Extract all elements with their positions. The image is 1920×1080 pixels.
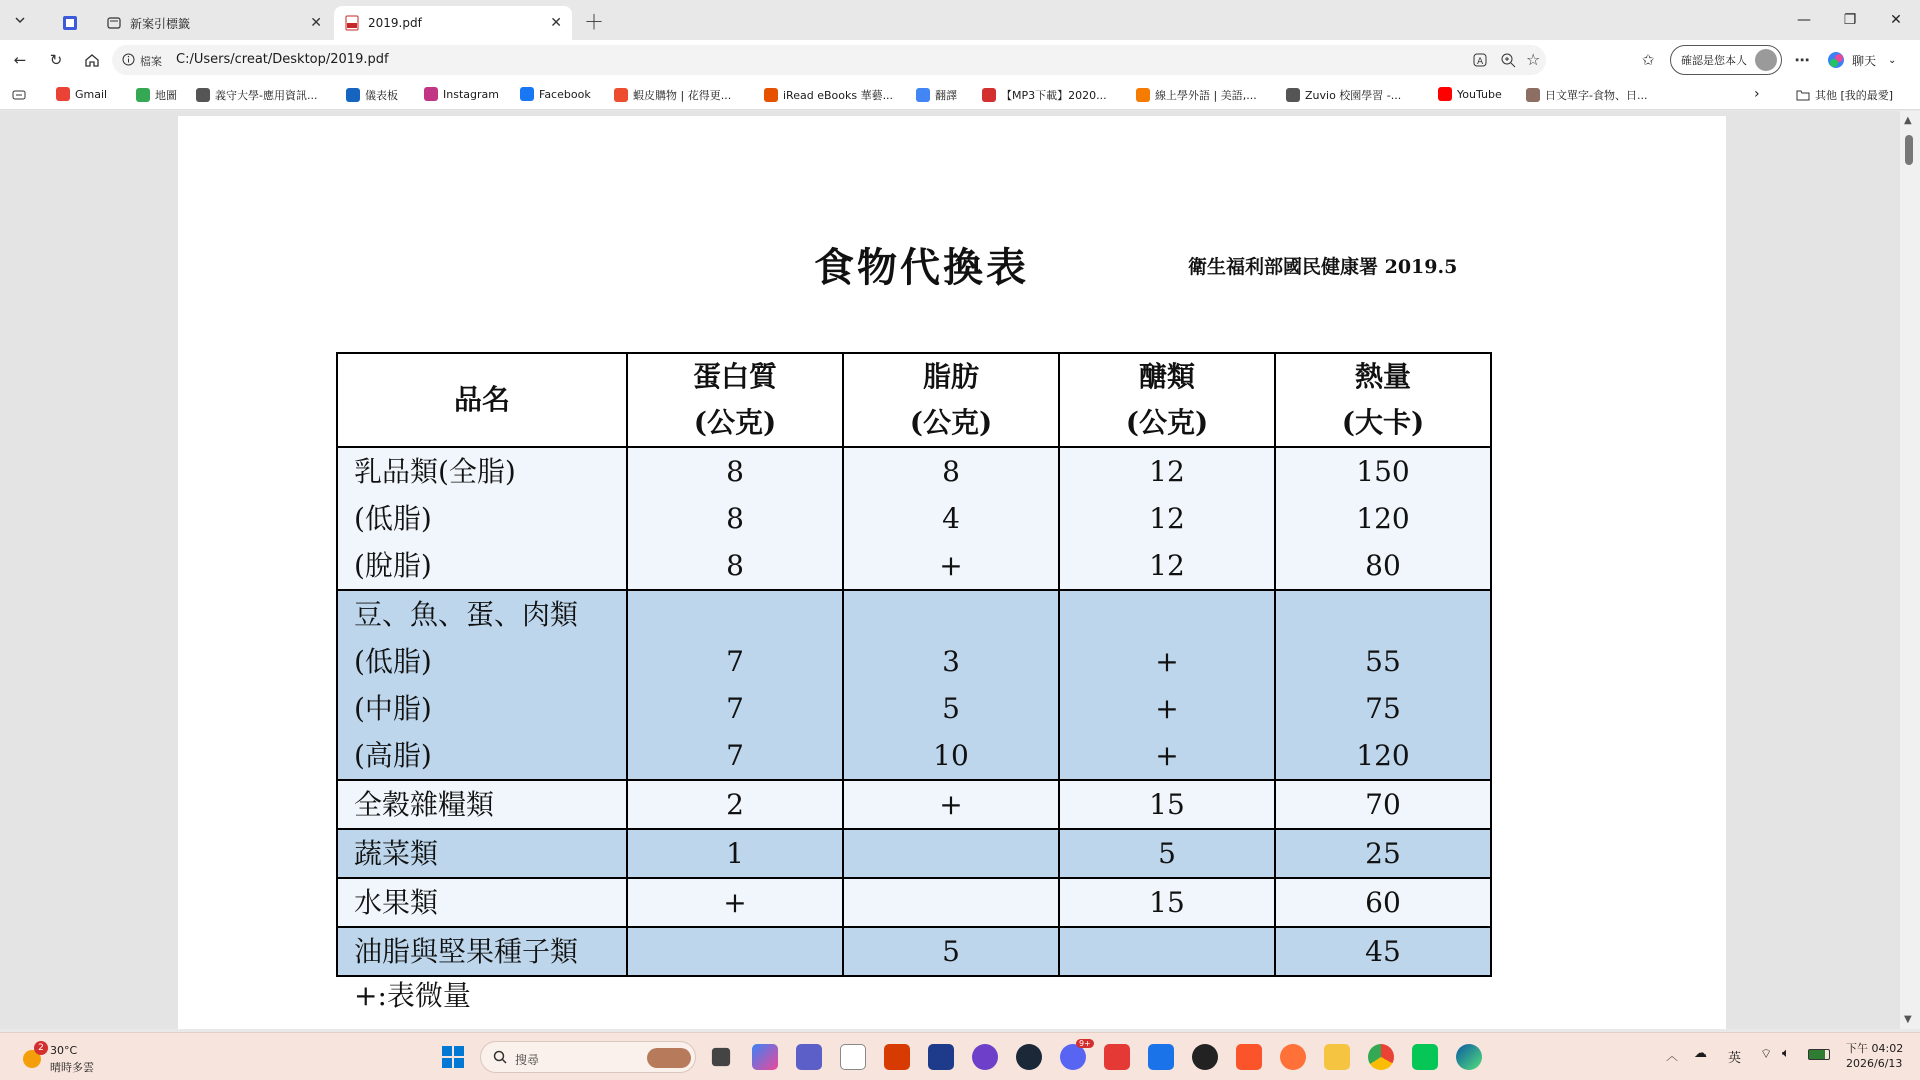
chevron-down-icon: ⌄ — [1888, 54, 1897, 66]
nutrient-cell — [1059, 927, 1275, 976]
bookmark-item[interactable] — [1286, 87, 1401, 103]
nutrient-cell — [1059, 780, 1275, 829]
tab-title: 2019.pdf — [368, 16, 422, 30]
scrollbar[interactable] — [1900, 111, 1920, 1029]
cell-line: 120 — [1356, 739, 1410, 772]
star-icon[interactable]: ☆ — [1526, 50, 1541, 69]
brave-icon[interactable] — [1236, 1044, 1262, 1070]
clock-date[interactable]: 2026/6/13 — [1846, 1057, 1903, 1070]
food-group-row — [337, 780, 1491, 829]
cell-line: 5 — [1158, 837, 1176, 870]
search-icon — [493, 1050, 507, 1064]
copilot-button[interactable] — [1826, 50, 1896, 70]
tab-bar — [0, 0, 1920, 40]
nutrient-cell — [1059, 829, 1275, 878]
minimize-button[interactable] — [1784, 8, 1824, 32]
steam-icon[interactable] — [1016, 1044, 1042, 1070]
chevron-up-icon[interactable]: ︿ — [1666, 1049, 1679, 1063]
battery-icon[interactable] — [1808, 1049, 1830, 1060]
bookmark-label: 翻譯 — [935, 89, 957, 102]
header-line: 蛋白質 — [692, 360, 777, 393]
bookmark-favicon-icon — [424, 87, 438, 101]
cell-line: 1 — [726, 837, 744, 870]
cell-line: 15 — [1149, 788, 1185, 821]
bookmark-item[interactable] — [764, 87, 893, 103]
navigation-toolbar — [0, 40, 1920, 80]
reload-icon: ↻ — [49, 51, 63, 69]
header-line: 醣類 — [1138, 360, 1195, 393]
bookmark-favicon-icon — [764, 88, 778, 102]
restore-icon: ❐ — [1843, 12, 1857, 28]
pdf-icon — [344, 15, 360, 31]
bookmark-label: 【MP3下載】2020... — [1001, 89, 1107, 102]
food-group-row — [337, 590, 1491, 780]
cell-line: (低脂) — [354, 502, 432, 535]
github-icon[interactable] — [972, 1044, 998, 1070]
cell-line — [844, 591, 1058, 638]
chatgpt-icon[interactable] — [1192, 1044, 1218, 1070]
home-icon — [84, 52, 100, 68]
cell-line: 7 — [726, 645, 744, 678]
cell-line: 2 — [726, 788, 744, 821]
scroll-down-icon[interactable]: ▼ — [1904, 1014, 1912, 1025]
ime-indicator[interactable]: 英 — [1728, 1051, 1742, 1066]
pdf-viewer — [0, 111, 1920, 1029]
chrome-icon[interactable] — [1368, 1044, 1394, 1070]
docs-icon[interactable] — [1148, 1044, 1174, 1070]
header-unit: (大卡) — [1341, 406, 1425, 439]
bookmark-item[interactable] — [346, 87, 398, 103]
tab-list-button[interactable] — [8, 8, 32, 32]
nutrient-cell — [627, 927, 843, 976]
column-header — [337, 353, 627, 447]
cell-line: 55 — [1365, 645, 1401, 678]
bookmark-label: 義守大學-應用資訊... — [215, 89, 318, 102]
bookmark-label: Facebook — [539, 87, 591, 101]
bookmark-label: YouTube — [1457, 87, 1502, 101]
cell-line: + — [1155, 739, 1179, 772]
address-bar[interactable] — [112, 45, 1546, 75]
bookmark-item[interactable] — [916, 87, 957, 103]
tab-pdf[interactable] — [334, 6, 572, 40]
close-window-button[interactable] — [1876, 8, 1916, 32]
folder-icon — [1796, 89, 1810, 101]
scroll-thumb[interactable] — [1905, 135, 1913, 165]
tab-new-tab[interactable] — [96, 6, 332, 40]
bookmark-favicon-icon — [1286, 88, 1300, 102]
discord-badge: 9+ — [1076, 1039, 1094, 1048]
taskbar — [0, 1032, 1920, 1080]
new-tab-button[interactable] — [582, 8, 606, 32]
weather-temp: 30°C — [50, 1044, 78, 1057]
cell-line: 45 — [1365, 935, 1401, 968]
food-name-cell — [337, 878, 627, 927]
cell-line: (低脂) — [354, 645, 432, 678]
collections-icon[interactable] — [12, 88, 26, 102]
cell-line: 12 — [1149, 549, 1185, 582]
header-line: 熱量 — [1354, 360, 1411, 393]
office-icon[interactable] — [884, 1044, 910, 1070]
food-name-cell — [337, 780, 627, 829]
nutrient-cell — [843, 829, 1059, 878]
cell-line: 蔬菜類 — [354, 837, 439, 870]
search-highlight-image — [647, 1048, 691, 1068]
nutrient-cell — [627, 447, 843, 590]
cell-line: 12 — [1149, 455, 1185, 488]
bookmark-item[interactable] — [520, 87, 591, 101]
cell-line: 8 — [942, 455, 960, 488]
column-header — [1275, 353, 1491, 447]
tab-title: 新案引標籤 — [130, 16, 191, 31]
reload-button[interactable] — [44, 48, 68, 72]
nutrient-cell — [627, 780, 843, 829]
weather-widget[interactable] — [18, 1041, 108, 1075]
copilot-label: 聊天 — [1852, 53, 1877, 68]
food-group-row — [337, 878, 1491, 927]
wifi-icon[interactable]: ⌔ — [1760, 1047, 1773, 1062]
bookmark-item[interactable] — [136, 87, 177, 103]
favorites-button[interactable] — [1636, 48, 1660, 72]
bookmark-favicon-icon — [916, 88, 930, 102]
cell-line: (高脂) — [354, 739, 432, 772]
nutrient-cell — [843, 590, 1059, 780]
cell-line: 12 — [1149, 502, 1185, 535]
bookmarks-bar — [0, 80, 1920, 110]
copilot-app-icon[interactable] — [752, 1044, 778, 1070]
close-tab-icon[interactable]: ✕ — [310, 15, 322, 31]
nutrient-cell — [843, 780, 1059, 829]
close-icon: ✕ — [1890, 12, 1902, 28]
document-source: 衛生福利部國民健康署 2019.5 — [1188, 256, 1458, 278]
weather-desc: 晴時多雲 — [50, 1061, 94, 1074]
bookmark-item[interactable] — [1438, 87, 1502, 101]
cell-line: 75 — [1365, 692, 1401, 725]
cell-line: + — [1155, 645, 1179, 678]
bookmark-label: iRead eBooks 華藝... — [783, 89, 894, 102]
cell-line: 60 — [1365, 886, 1401, 919]
cell-line: 豆、魚、蛋、肉類 — [354, 598, 579, 631]
bookmark-favicon-icon — [1136, 88, 1150, 102]
bookmark-favicon-icon — [136, 88, 150, 102]
cell-line: 全穀雜糧類 — [354, 788, 495, 821]
scroll-up-icon[interactable]: ▲ — [1904, 115, 1912, 126]
file-explorer-icon[interactable] — [1324, 1044, 1350, 1070]
back-button[interactable] — [8, 48, 32, 72]
nutrient-cell — [1275, 447, 1491, 590]
edge-icon[interactable] — [1456, 1044, 1482, 1070]
cell-line — [1276, 591, 1490, 638]
cell-line: 80 — [1365, 549, 1401, 582]
cell-line: 油脂與堅果種子類 — [354, 935, 579, 968]
cell-line: + — [1155, 692, 1179, 725]
home-button[interactable] — [80, 48, 104, 72]
cell-line — [628, 591, 842, 638]
nutrient-cell — [1275, 590, 1491, 780]
nutrient-cell — [1275, 927, 1491, 976]
column-header — [843, 353, 1059, 447]
nutrient-cell — [843, 878, 1059, 927]
cell-line — [628, 928, 842, 975]
bookmark-favicon-icon — [346, 88, 360, 102]
profile-button[interactable] — [1670, 45, 1782, 75]
bookmark-favicon-icon — [614, 88, 628, 102]
cell-line: + — [723, 886, 747, 919]
info-icon — [122, 53, 135, 66]
bookmark-label: 日文單字-食物、日... — [1545, 89, 1648, 102]
profile-label: 確認是您本人 — [1681, 54, 1747, 67]
column-header — [627, 353, 843, 447]
nutrient-cell — [627, 590, 843, 780]
cell-line — [1060, 591, 1274, 638]
tab-pinned[interactable] — [52, 6, 92, 40]
header-unit: (公克) — [1125, 406, 1209, 439]
nutrient-cell — [1275, 878, 1491, 927]
weather-badge: 2 — [34, 1041, 48, 1055]
svg-text:A: A — [1477, 57, 1484, 67]
bookmark-label: Gmail — [75, 87, 108, 101]
cell-line: (脫脂) — [354, 549, 432, 582]
new-tab-icon — [106, 15, 122, 31]
cell-line: 70 — [1365, 788, 1401, 821]
other-favorites[interactable] — [1796, 87, 1893, 103]
bookmark-favicon-icon — [1526, 88, 1540, 102]
food-name-cell — [337, 447, 627, 590]
chevron-right-icon[interactable]: › — [1754, 86, 1760, 102]
bookmark-label: 地圖 — [155, 89, 177, 102]
bookmark-favicon-icon — [982, 88, 996, 102]
nutrient-cell — [1059, 878, 1275, 927]
header-unit: (公克) — [909, 406, 993, 439]
food-name-cell — [337, 927, 627, 976]
arc-icon[interactable] — [1104, 1044, 1130, 1070]
cell-line — [844, 879, 1058, 926]
bookmark-label: Instagram — [443, 87, 499, 101]
cell-line: 4 — [942, 502, 960, 535]
volume-icon[interactable]: 🔈︎ — [1782, 1046, 1790, 1061]
bookmark-item[interactable] — [614, 87, 731, 103]
bookmark-label: Zuvio 校園學習 -... — [1305, 89, 1402, 102]
arrow-left-icon: ← — [13, 51, 27, 69]
food-group-row — [337, 829, 1491, 878]
cell-line: 150 — [1356, 455, 1410, 488]
scheme-label: 檔案 — [140, 55, 162, 68]
cell-line: + — [939, 549, 963, 582]
file-icon[interactable] — [840, 1044, 866, 1070]
network-off-icon[interactable]: ☁ — [1694, 1046, 1707, 1061]
other-favorites-label: 其他 [我的最愛] — [1815, 89, 1894, 102]
cell-line: 5 — [942, 692, 960, 725]
cell-line: 3 — [942, 645, 960, 678]
taskbar-search[interactable] — [480, 1041, 696, 1073]
nutrient-cell — [1275, 780, 1491, 829]
bookmark-favicon-icon — [56, 87, 70, 101]
cell-line: 7 — [726, 692, 744, 725]
bookmark-label: 儀表板 — [365, 89, 398, 102]
store-icon[interactable] — [928, 1044, 954, 1070]
cell-line: 8 — [726, 455, 744, 488]
food-exchange-table — [336, 352, 1492, 977]
nutrient-cell — [1275, 829, 1491, 878]
plus-icon: ＋ — [584, 9, 604, 34]
bookmark-item[interactable] — [424, 87, 499, 101]
minimize-icon: — — [1797, 12, 1811, 28]
nutrient-cell — [1059, 447, 1275, 590]
chevron-down-icon — [14, 14, 26, 26]
food-name-cell — [337, 590, 627, 780]
cell-line: 8 — [726, 502, 744, 535]
header-line: 脂肪 — [922, 360, 979, 393]
bookmark-label: 蝦皮購物 | 花得更... — [633, 89, 732, 102]
url-text[interactable]: C:/Users/creat/Desktop/2019.pdf — [176, 52, 389, 67]
bookmark-favicon-icon — [196, 88, 210, 102]
bookmark-favicon-icon — [520, 87, 534, 101]
pdf-page — [178, 116, 1726, 1029]
restore-button[interactable] — [1830, 8, 1870, 32]
favorites-icon: ✩ — [1641, 51, 1655, 69]
cell-line: (中脂) — [354, 692, 432, 725]
settings-more-button[interactable] — [1790, 48, 1814, 72]
task-view-icon[interactable] — [712, 1048, 730, 1066]
avatar — [1755, 49, 1777, 71]
cell-line: 25 — [1365, 837, 1401, 870]
bookmark-item[interactable] — [56, 87, 107, 101]
zoom-icon[interactable] — [1500, 52, 1516, 68]
column-header — [1059, 353, 1275, 447]
more-icon: ⋯ — [1794, 51, 1810, 69]
bookmark-item[interactable] — [1136, 87, 1257, 103]
cell-line: 15 — [1149, 886, 1185, 919]
cell-line: 水果類 — [354, 886, 439, 919]
nutrient-cell — [843, 447, 1059, 590]
cell-line: 120 — [1356, 502, 1410, 535]
food-group-row — [337, 447, 1491, 590]
line-icon[interactable] — [1412, 1044, 1438, 1070]
close-tab-icon[interactable]: ✕ — [550, 15, 562, 31]
food-name-cell — [337, 829, 627, 878]
food-group-row — [337, 927, 1491, 976]
header-unit: (公克) — [693, 406, 777, 439]
copilot-icon — [1826, 50, 1846, 70]
clock-time[interactable]: 下午 04:02 — [1846, 1042, 1904, 1055]
bookmark-favicon-icon — [1438, 87, 1452, 101]
app-icon — [62, 15, 78, 31]
header-line: 品名 — [453, 383, 510, 416]
cell-line: 8 — [726, 549, 744, 582]
search-placeholder: 搜尋 — [515, 1053, 540, 1067]
nutrient-cell — [627, 829, 843, 878]
teams-icon[interactable] — [796, 1044, 822, 1070]
cell-line — [1060, 928, 1274, 975]
cell-line: + — [939, 788, 963, 821]
footnote: +:表微量 — [354, 979, 471, 1012]
cell-line: 乳品類(全脂) — [354, 455, 516, 488]
nutrient-cell — [1059, 590, 1275, 780]
read-aloud-icon[interactable] — [1472, 52, 1488, 68]
cell-line: 7 — [726, 739, 744, 772]
cell-line: 5 — [942, 935, 960, 968]
cell-line: 10 — [933, 739, 969, 772]
table-header-row — [337, 353, 1491, 447]
firefox-icon[interactable] — [1280, 1044, 1306, 1070]
bookmark-label: 線上學外語 | 美語,... — [1155, 89, 1257, 102]
bookmark-item[interactable] — [982, 87, 1107, 103]
bookmark-item[interactable] — [1526, 87, 1647, 103]
bookmark-item[interactable] — [196, 87, 317, 103]
document-title: 食物代換表 — [814, 244, 1029, 291]
nutrient-cell — [843, 927, 1059, 976]
nutrient-cell — [627, 878, 843, 927]
cell-line — [844, 830, 1058, 877]
start-icon[interactable] — [440, 1044, 466, 1070]
